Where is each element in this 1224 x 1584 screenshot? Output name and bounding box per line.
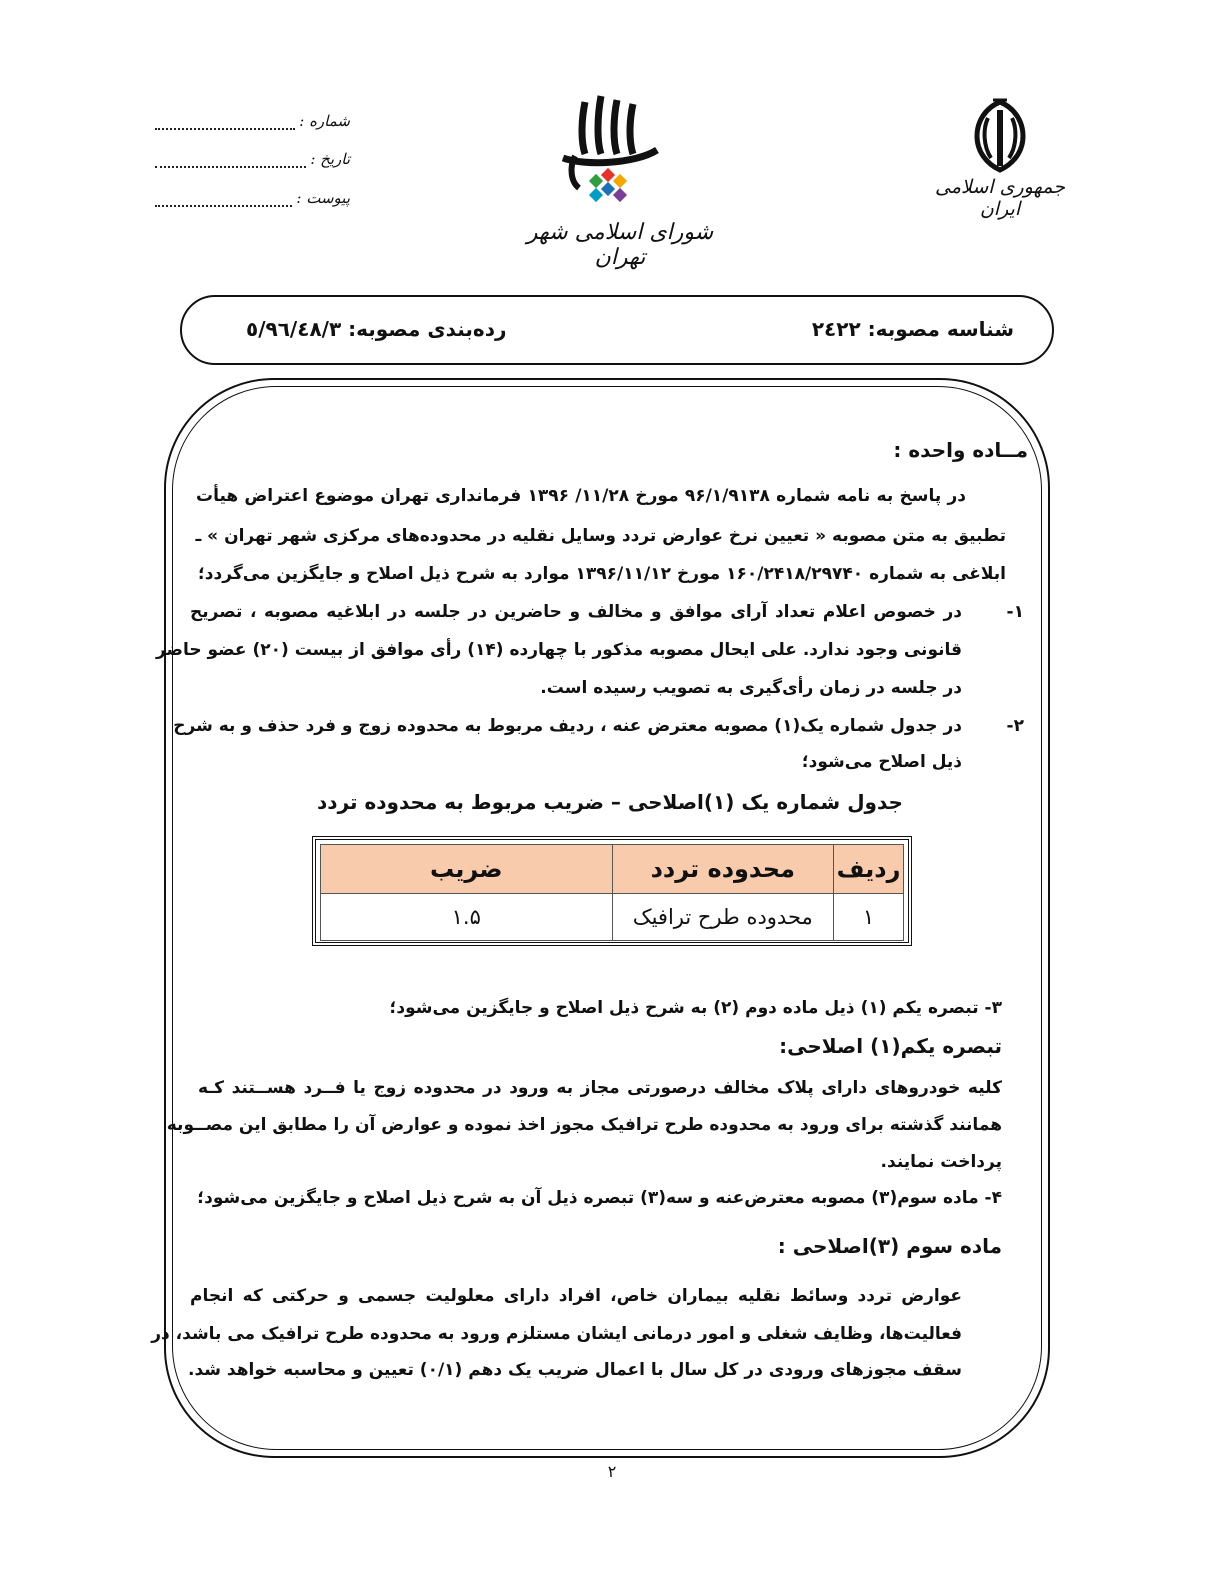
item-2-line-1: در جدول شماره یک(۱) مصوبه معترض عنه ، ردیف مربوط به محدوده زوج و فرد حذف و به شرح <box>173 716 962 736</box>
meta-attachment-label: پیوست : <box>296 189 350 207</box>
note-1-line-1: کلیه خودروهای دارای پلاک مخالف درصورتی مجاز به ورود در محدوده زوج یا فــرد هســتند کـه <box>198 1078 1002 1098</box>
article-3-line-3: سقف مجوزهای ورودی در کل سال با اعمال ضریب یک دهم (۰/۱) تعیین و محاسبه خواهد شد. <box>188 1360 962 1380</box>
table-header-row <box>321 845 904 894</box>
article-3-line-2: فعالیت‌ها، وظایف شغلی و امور درمانی ایشان مستلزم ورود به محدوده طرح ترافیک می باشد، در <box>151 1324 962 1344</box>
table-caption: جدول شماره یک (۱)اصلاحی – ضریب مربوط به محدوده تردد <box>317 790 903 814</box>
item-4-line: ۴- ماده سوم(۳) مصوبه معترض‌عنه و سه(۳) تبصره ذیل آن به شرح ذیل اصلاح و جایگزین می‌شود؛ <box>197 1188 1002 1208</box>
table-cell-coefficient: ۱.۵ <box>321 894 613 941</box>
item-3-line: ۳- تبصره یکم (۱) ذیل ماده دوم (۲) به شرح ذیل اصلاح و جایگزین می‌شود؛ <box>389 998 1002 1018</box>
iran-emblem-icon <box>955 96 1045 176</box>
table-row <box>321 894 904 941</box>
article-3-line-1: عوارض تردد وسائط نقلیه بیماران خاص، افراد دارای معلولیت جسمی و حرکتی که انجام <box>190 1286 962 1306</box>
meta-number-label: شماره : <box>299 112 350 130</box>
table-cell-row-number: ۱ <box>834 894 904 941</box>
intro-line-3: ابلاغی به شماره ۱۶۰/۲۴۱۸/۲۹۷۴۰ مورخ ۱۳۹۶/۱۱/۱۲ موارد به شرح ذیل اصلاح و جایگزین می‌گردد؛ <box>198 564 1006 584</box>
meta-number-row <box>155 108 350 130</box>
item-1-line-1: در خصوص اعلام تعداد آرای موافق و مخالف و حاضرین در جلسه در ابلاغیه مصوبه ، تصریح <box>190 602 962 622</box>
table-header-coefficient: ضریب <box>321 845 613 894</box>
intro-line-2: تطبیق به متن مصوبه « تعیین نرخ عوارض تردد وسایل نقلیه در محدوده‌های مرکزی شهر تهران » ـ <box>195 526 1006 546</box>
table-header-row-number: ردیف <box>834 845 904 894</box>
resolution-id: شناسه مصوبه: ۲٤۲۲ <box>811 317 1014 341</box>
single-article-heading: مــاده واحده : <box>893 438 1028 462</box>
item-1-line-3: در جلسه در زمان رأی‌گیری به تصویب رسیده است. <box>540 678 962 698</box>
resolution-id-box <box>180 295 1054 365</box>
table-cell-zone: محدوده طرح ترافیک <box>612 894 834 941</box>
item-2-number: ۲- <box>1006 716 1024 736</box>
meta-attachment-line <box>155 193 292 207</box>
meta-number-line <box>155 116 295 130</box>
item-1-line-2: قانونی وجود ندارد. علی ایحال مصوبه مذکور با چهارده (۱۴) رأی موافق از بیست (۲۰) عضو حاضر <box>155 640 962 660</box>
iran-emblem-caption: جمهوری اسلامی ایران <box>935 176 1065 220</box>
meta-date-row <box>155 146 350 168</box>
article-3-heading: ماده سوم (۳)اصلاحی : <box>777 1234 1002 1258</box>
page-number: ۲ <box>607 1462 617 1481</box>
item-2-line-2: ذیل اصلاح می‌شود؛ <box>801 752 962 772</box>
note-1-line-3: پرداخت نمایند. <box>880 1152 1002 1172</box>
item-1-number: ۱- <box>1006 602 1024 622</box>
tehran-council-logo <box>555 92 665 222</box>
coefficient-table <box>312 836 912 946</box>
note-1-heading: تبصره یکم(۱) اصلاحی: <box>779 1034 1002 1058</box>
meta-attachment-row <box>155 185 350 207</box>
table-header-zone: محدوده تردد <box>612 845 834 894</box>
note-1-line-2: همانند گذشته برای ورود به محدوده طرح ترافیک مجوز اخذ نموده و عوارض آن را مطابق این مصــوبه <box>166 1115 1002 1135</box>
resolution-classification: رده‌بندی مصوبه: ٥/۹٦/٤۸/۳ <box>246 317 507 341</box>
intro-line-1: در پاسخ به نامه شماره ۹۶/۱/۹۱۳۸ مورخ ۱۱/۲۸/ ۱۳۹۶ فرمانداری تهران موضوع اعتراض هیأت <box>196 486 966 506</box>
meta-date-line <box>155 154 306 168</box>
tehran-council-caption: شورای اسلامی شهر تهران <box>526 220 714 270</box>
meta-date-label: تاریخ : <box>310 150 350 168</box>
